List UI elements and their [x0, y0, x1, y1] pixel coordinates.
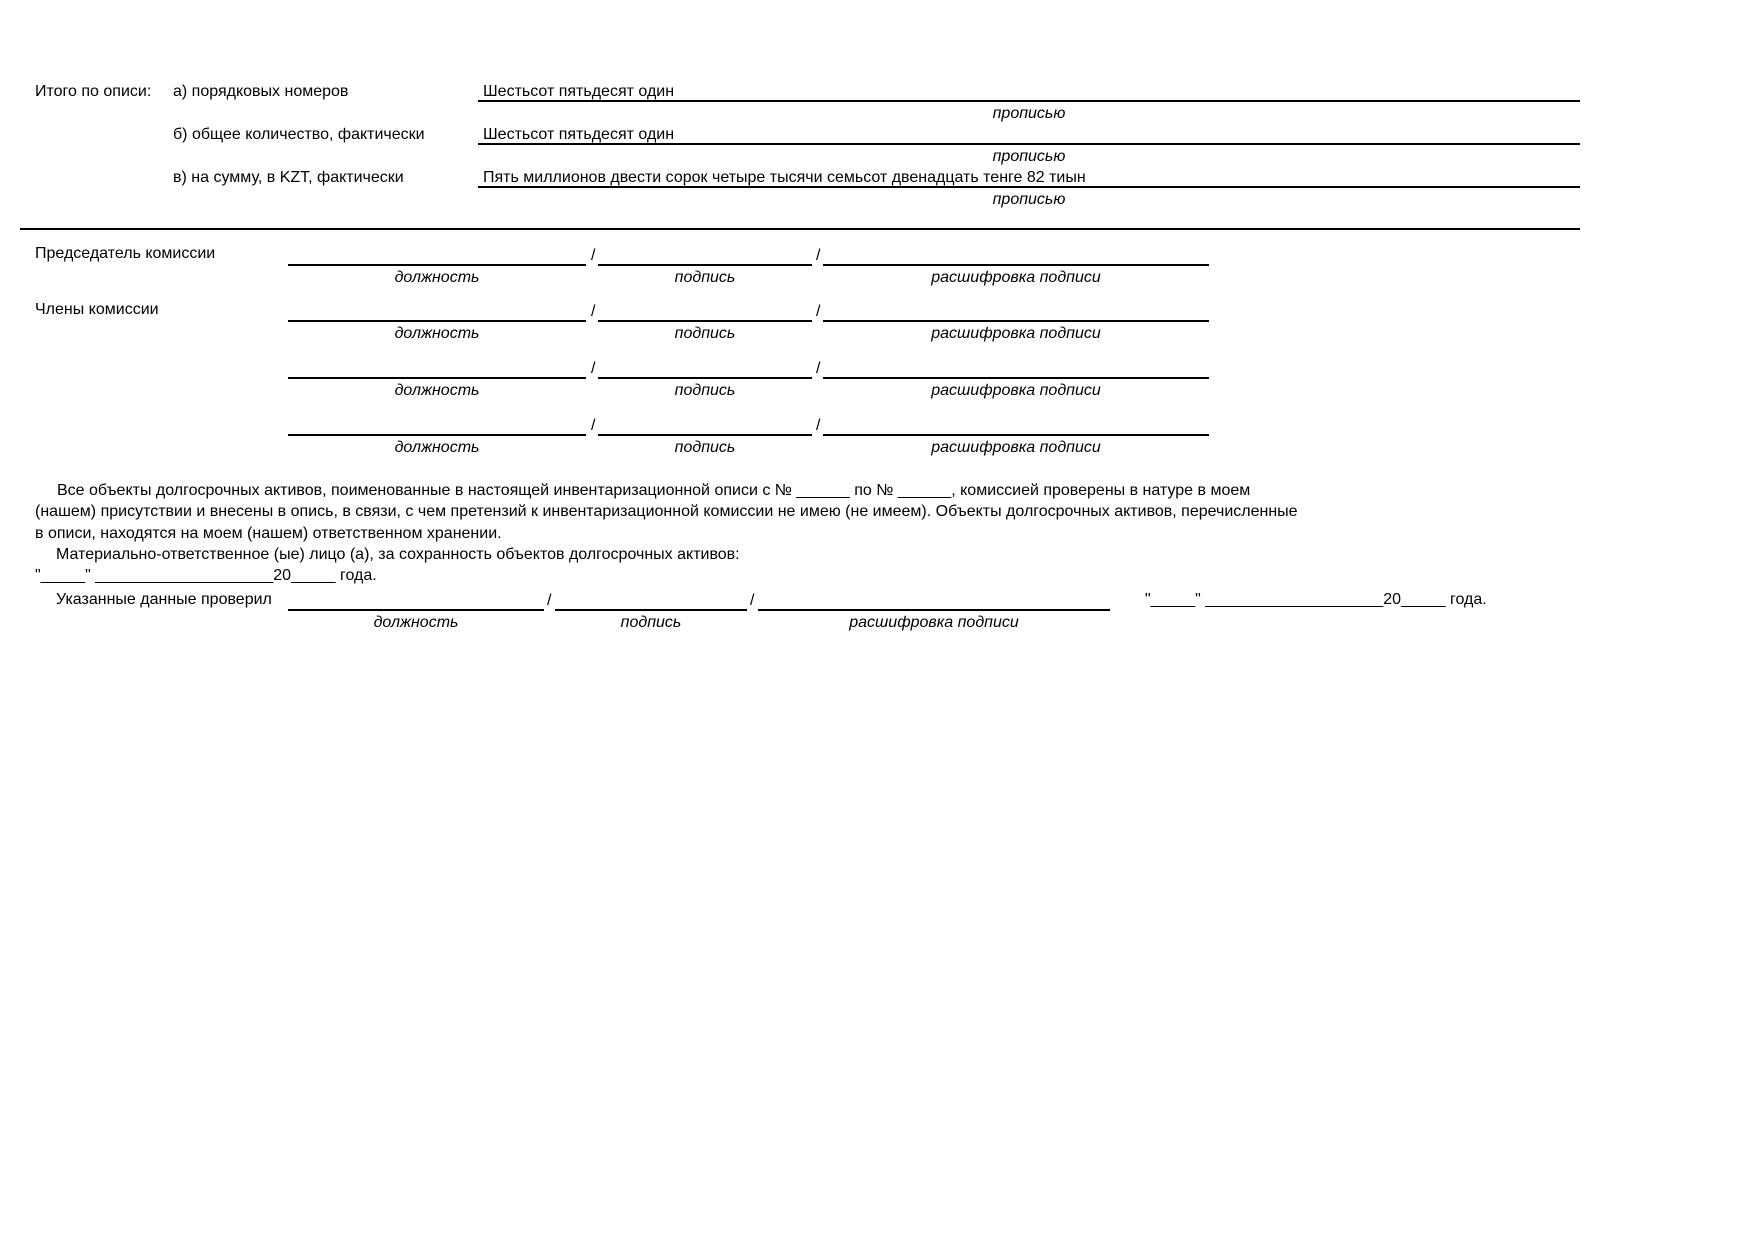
totals-row-hint-numbers: прописью	[992, 105, 1066, 122]
signature-decode-line[interactable]	[823, 434, 1209, 436]
separator-slash: /	[816, 417, 821, 434]
totals-row-underline-numbers	[478, 100, 1580, 102]
signature-decode-line[interactable]	[823, 264, 1209, 266]
separator-slash: /	[816, 360, 821, 377]
signature-decode-hint: расшифровка подписи	[849, 614, 1019, 631]
position-hint: должность	[394, 382, 480, 399]
signature-decode-line[interactable]	[823, 320, 1209, 322]
signature-decode-hint: расшифровка подписи	[931, 269, 1101, 286]
position-line[interactable]	[288, 609, 544, 611]
totals-row-value-numbers[interactable]: Шестьсот пятьдесят один	[483, 83, 675, 100]
separator-slash: /	[816, 303, 821, 320]
section-divider	[20, 228, 1580, 230]
signature-line[interactable]	[598, 320, 812, 322]
signature-line[interactable]	[598, 434, 812, 436]
verified-date[interactable]: "_____" ____________________20_____ года.	[1145, 591, 1487, 608]
position-line[interactable]	[288, 264, 586, 266]
signature-line[interactable]	[598, 377, 812, 379]
signature-hint: подпись	[674, 439, 736, 456]
totals-row-value-quantity[interactable]: Шестьсот пятьдесят один	[483, 126, 675, 143]
verified-label: Указанные данные проверил	[56, 591, 272, 608]
commission-chair-label: Председатель комиссии	[35, 245, 216, 262]
statement-line: (нашем) присутствии и внесены в опись, в связи, с чем претензий к инвентаризационной комиссии не имею (не имеем). Объекты долгосрочных активов, перечисленные	[35, 503, 1298, 520]
statement-line: в описи, находятся на моем (нашем) ответственном хранении.	[35, 525, 502, 542]
totals-row-label-quantity: б) общее количество, фактически	[173, 126, 425, 143]
totals-row-hint-sum: прописью	[992, 191, 1066, 208]
position-line[interactable]	[288, 320, 586, 322]
separator-slash: /	[591, 417, 596, 434]
statement-line: Материально-ответственное (ые) лицо (а), за сохранность объектов долгосрочных активов:	[56, 546, 740, 563]
position-hint: должность	[394, 439, 480, 456]
totals-row-hint-quantity: прописью	[992, 148, 1066, 165]
position-hint: должность	[373, 614, 459, 631]
totals-row-label-sum: в) на сумму, в KZT, фактически	[173, 169, 404, 186]
separator-slash: /	[591, 303, 596, 320]
separator-slash: /	[750, 592, 755, 609]
signature-hint: подпись	[674, 382, 736, 399]
totals-row-underline-sum	[478, 186, 1580, 188]
signature-line[interactable]	[598, 264, 812, 266]
totals-label: Итого по описи:	[35, 83, 152, 100]
signature-decode-hint: расшифровка подписи	[931, 325, 1101, 342]
separator-slash: /	[591, 360, 596, 377]
totals-row-underline-quantity	[478, 143, 1580, 145]
signature-decode-line[interactable]	[758, 609, 1110, 611]
signature-hint: подпись	[620, 614, 682, 631]
totals-row-value-sum[interactable]: Пять миллионов двести сорок четыре тысячи семьсот двенадцать тенге 82 тиын	[483, 169, 1086, 186]
commission-members-label: Члены комиссии	[35, 301, 159, 318]
statement-date[interactable]: "_____" ____________________20_____ года.	[35, 567, 377, 584]
signature-hint: подпись	[674, 269, 736, 286]
separator-slash: /	[816, 247, 821, 264]
signature-line[interactable]	[555, 609, 747, 611]
signature-decode-hint: расшифровка подписи	[931, 439, 1101, 456]
totals-row-label-numbers: а) порядковых номеров	[173, 83, 349, 100]
statement-line: Все объекты долгосрочных активов, поименованные в настоящей инвентаризационной описи с № ______ по № ______, комиссией проверены в натуре в моем	[57, 482, 1251, 499]
position-line[interactable]	[288, 377, 586, 379]
position-hint: должность	[394, 269, 480, 286]
signature-hint: подпись	[674, 325, 736, 342]
separator-slash: /	[591, 247, 596, 264]
position-hint: должность	[394, 325, 480, 342]
separator-slash: /	[547, 592, 552, 609]
position-line[interactable]	[288, 434, 586, 436]
signature-decode-hint: расшифровка подписи	[931, 382, 1101, 399]
signature-decode-line[interactable]	[823, 377, 1209, 379]
